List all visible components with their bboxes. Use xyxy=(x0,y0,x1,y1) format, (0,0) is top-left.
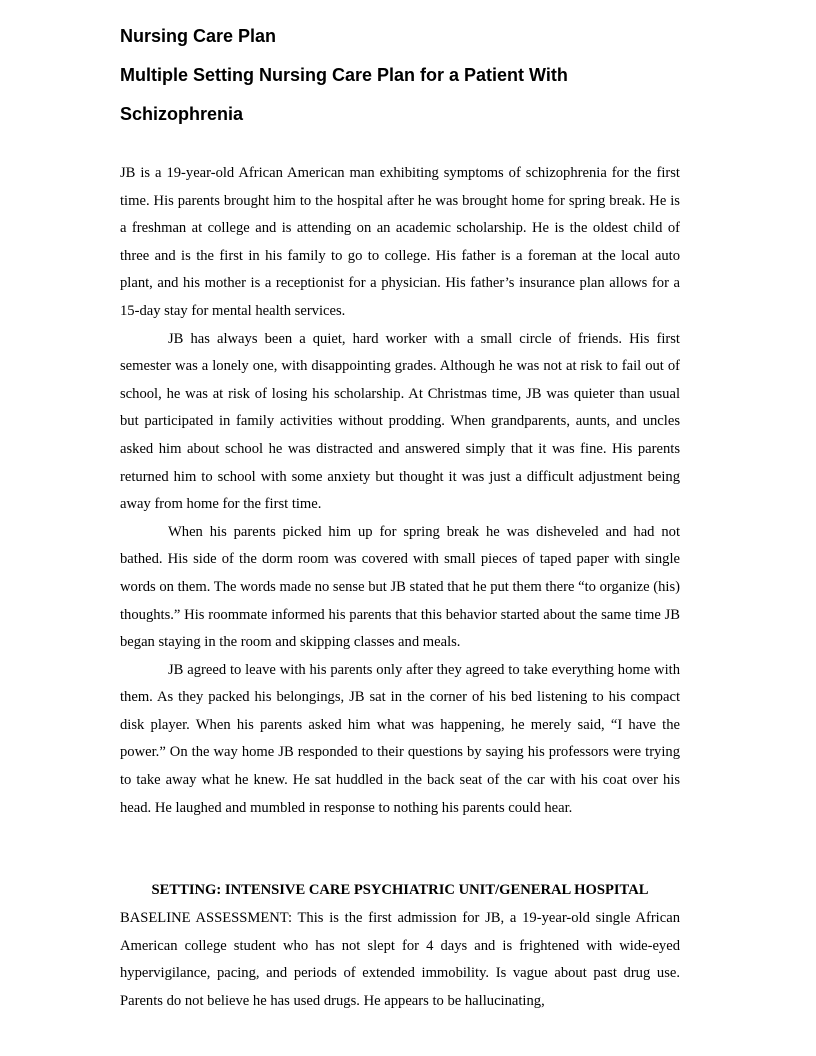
paragraph-1: JB is a 19-year-old African American man exhibiting symptoms of schizophrenia for the first time. His parents brought him to the hospital after he was brought home for spring break. He is a freshman at college and is attending on an academic scholarship. He is the oldest child of three and is the first in his family to go to college. His father is a foreman at the local auto plant, and his mother is a receptionist for a physician. His father’s insurance plan allows for a 15-day stay for mental health services. xyxy=(120,165,680,319)
document-subtitle-line-1: Multiple Setting Nursing Care Plan for a Patient With xyxy=(120,65,568,85)
title-block xyxy=(120,17,700,134)
baseline-assessment: BASELINE ASSESSMENT: This is the first admission for JB, a 19-year-old single African American college student who has not slept for 4 days and is frightened with wide-eyed hypervigilance, pacing, and periods of extended immobility. Is vague about past drug use. Parents do not believe he has used drugs. He appears to be hallucinating, xyxy=(120,910,680,1009)
paragraph-3: When his parents picked him up for spring break he was disheveled and had not bathed. His side of the dorm room was covered with small pieces of taped paper with single words on them. The words made no sense but JB stated that he put them there “to organize (his) thoughts.” His roommate informed his parents that this behavior started about the same time JB began staying in the room and skipping classes and meals. xyxy=(120,523,680,651)
document-title: Nursing Care Plan xyxy=(120,26,277,46)
paragraph-4: JB agreed to leave with his parents only after they agreed to take everything home with them. As they packed his belongings, JB sat in the corner of his bed listening to his compact disk player. When his parents asked him what was happening, he merely said, “I have the power.” On the way home JB responded to their questions by saying his professors were trying to take away what he knew. He sat huddled in the back seat of the car with his coat over his head. He laughed and mumbled in response to nothing his parents could hear. xyxy=(120,661,680,816)
setting-heading: SETTING: INTENSIVE CARE PSYCHIATRIC UNIT/GENERAL HOSPITAL xyxy=(151,882,649,898)
paragraph-2: JB has always been a quiet, hard worker with a small circle of friends. His first semester was a lonely one, with disappointing grades. Although he was not at risk to fail out of school, he was at risk of losing his scholarship. At Christmas time, JB was quieter than usual but participated in family activities without prodding. When grandparents, aunts, and uncles asked him about school he was distracted and answered simply that it was fine. His parents returned him to school with some anxiety but thought it was just a difficult adjustment being away from home for the first time. xyxy=(120,330,680,513)
document-subtitle-line-2: Schizophrenia xyxy=(120,104,244,124)
case-narrative xyxy=(120,160,680,822)
